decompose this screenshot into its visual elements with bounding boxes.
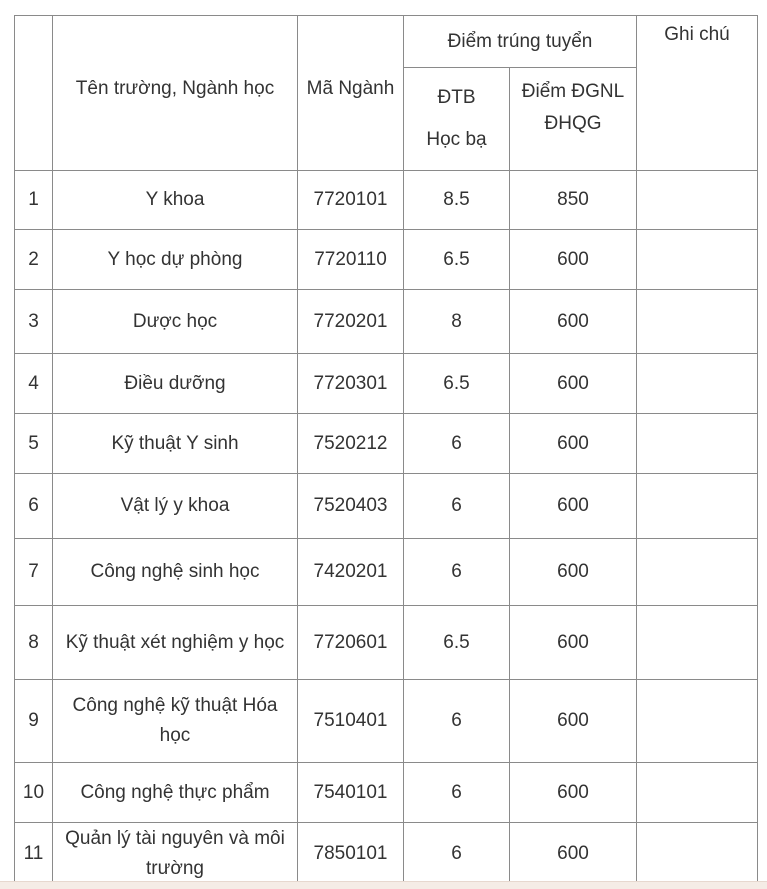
row-stt: 6	[15, 474, 53, 539]
row-note	[637, 680, 758, 763]
table-row	[15, 539, 758, 606]
row-dgnl: 600	[510, 414, 637, 474]
header-dgnl-line2: ĐHQG	[544, 113, 602, 134]
row-name: Dược học	[53, 290, 298, 354]
row-note	[637, 539, 758, 606]
row-name: Kỹ thuật xét nghiệm y học	[53, 606, 298, 680]
row-stt: 10	[15, 763, 53, 823]
header-score-group: Điểm trúng tuyển	[404, 16, 637, 68]
table-row	[15, 680, 758, 763]
row-code: 7420201	[298, 539, 404, 606]
row-stt: 7	[15, 539, 53, 606]
row-note	[637, 354, 758, 414]
row-code: 7720110	[298, 230, 404, 290]
row-name: Công nghệ sinh học	[53, 539, 298, 606]
header-dtb	[404, 68, 510, 171]
row-dtb: 6	[404, 474, 510, 539]
row-name: Vật lý y khoa	[53, 474, 298, 539]
header-note: Ghi chú	[637, 16, 758, 171]
row-name: Quản lý tài nguyên và môi trường	[53, 823, 298, 885]
table-row	[15, 606, 758, 680]
row-code: 7540101	[298, 763, 404, 823]
table-row	[15, 171, 758, 230]
row-dtb: 8	[404, 290, 510, 354]
header-dtb-line2: Học bạ	[426, 129, 487, 150]
row-dtb: 6	[404, 680, 510, 763]
table-row	[15, 230, 758, 290]
table-row	[15, 763, 758, 823]
row-note	[637, 290, 758, 354]
row-stt: 9	[15, 680, 53, 763]
row-dgnl: 600	[510, 290, 637, 354]
row-dgnl: 600	[510, 230, 637, 290]
header-stt	[15, 16, 53, 171]
row-stt: 4	[15, 354, 53, 414]
header-dgnl	[510, 68, 637, 171]
row-code: 7510401	[298, 680, 404, 763]
row-stt: 2	[15, 230, 53, 290]
row-dtb: 6	[404, 823, 510, 885]
header-row-top	[15, 16, 758, 68]
row-dgnl: 600	[510, 539, 637, 606]
row-dgnl: 600	[510, 823, 637, 885]
row-name: Công nghệ kỹ thuật Hóa học	[53, 680, 298, 763]
table-row	[15, 414, 758, 474]
row-code: 7520212	[298, 414, 404, 474]
row-code: 7520403	[298, 474, 404, 539]
row-name: Kỹ thuật Y sinh	[53, 414, 298, 474]
row-dgnl: 600	[510, 354, 637, 414]
header-name: Tên trường, Ngành học	[53, 16, 298, 171]
row-stt: 11	[15, 823, 53, 885]
header-dtb-line1: ĐTB	[437, 87, 476, 108]
row-note	[637, 763, 758, 823]
table-row	[15, 290, 758, 354]
row-code: 7720201	[298, 290, 404, 354]
row-code: 7720601	[298, 606, 404, 680]
table-row	[15, 354, 758, 414]
table-row	[15, 474, 758, 539]
row-name: Y khoa	[53, 171, 298, 230]
row-name: Điều dưỡng	[53, 354, 298, 414]
row-dtb: 6.5	[404, 230, 510, 290]
row-stt: 1	[15, 171, 53, 230]
row-name: Công nghệ thực phẩm	[53, 763, 298, 823]
row-code: 7720301	[298, 354, 404, 414]
row-note	[637, 823, 758, 885]
row-note	[637, 171, 758, 230]
row-dtb: 8.5	[404, 171, 510, 230]
header-dgnl-line1: Điểm ĐGNL	[521, 81, 625, 102]
row-dtb: 6.5	[404, 354, 510, 414]
row-stt: 8	[15, 606, 53, 680]
table-row	[15, 823, 758, 885]
row-dgnl: 850	[510, 171, 637, 230]
row-stt: 3	[15, 290, 53, 354]
header-code: Mã Ngành	[298, 16, 404, 171]
row-code: 7720101	[298, 171, 404, 230]
admission-score-table	[14, 15, 758, 885]
row-note	[637, 414, 758, 474]
row-dgnl: 600	[510, 474, 637, 539]
row-name: Y học dự phòng	[53, 230, 298, 290]
row-dtb: 6	[404, 539, 510, 606]
row-note	[637, 606, 758, 680]
row-dgnl: 600	[510, 606, 637, 680]
row-note	[637, 230, 758, 290]
row-dtb: 6	[404, 414, 510, 474]
row-code: 7850101	[298, 823, 404, 885]
row-stt: 5	[15, 414, 53, 474]
row-dtb: 6.5	[404, 606, 510, 680]
row-note	[637, 474, 758, 539]
row-dtb: 6	[404, 763, 510, 823]
row-dgnl: 600	[510, 680, 637, 763]
row-dgnl: 600	[510, 763, 637, 823]
